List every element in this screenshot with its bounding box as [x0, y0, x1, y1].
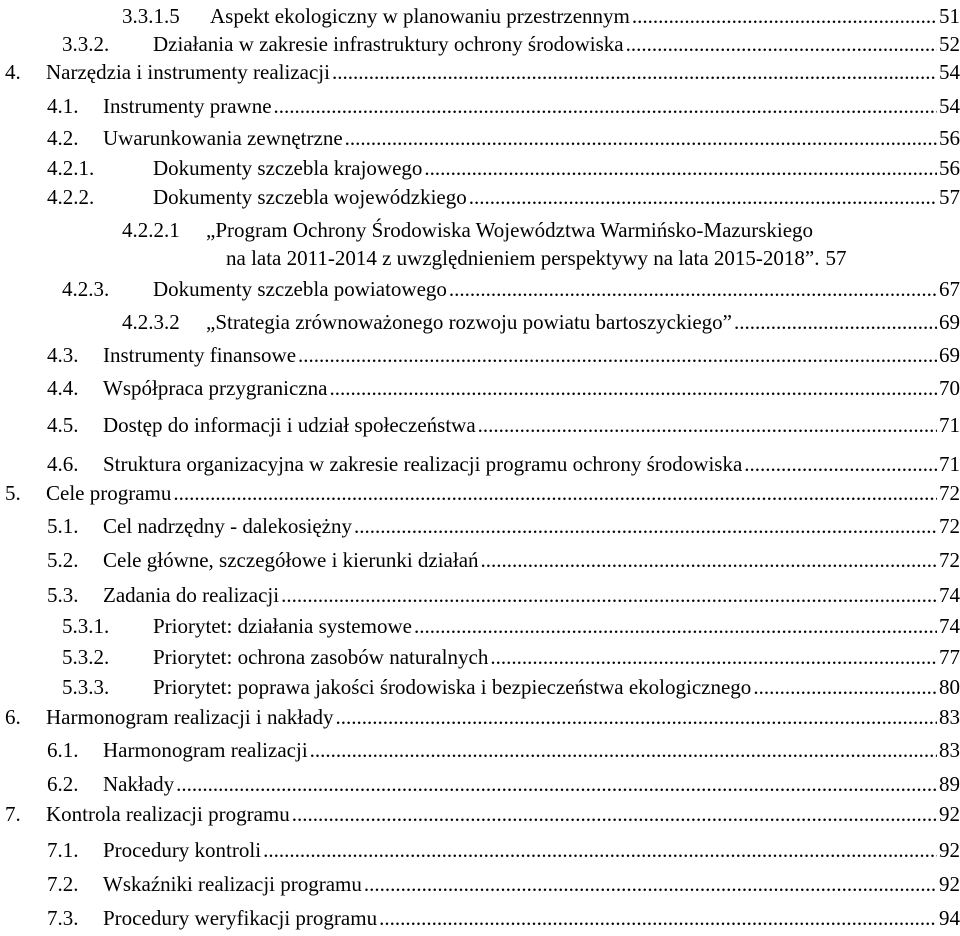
toc-entry[interactable] — [0, 411, 960, 439]
dot-leader — [354, 512, 937, 540]
toc-entry-title: Harmonogram realizacji i nakłady — [46, 705, 334, 729]
toc-entry-number: 5.1. — [47, 514, 79, 538]
toc-entry[interactable] — [0, 581, 960, 609]
toc-entry-page: 71 — [939, 413, 960, 437]
toc-entry[interactable] — [0, 800, 960, 828]
toc-entry[interactable] — [0, 92, 960, 120]
toc-entry[interactable] — [0, 904, 960, 932]
dot-leader — [281, 581, 937, 609]
dot-leader — [481, 546, 937, 574]
dot-leader — [490, 643, 937, 671]
toc-entry-page: 52 — [939, 32, 960, 56]
toc-entry-page: 83 — [939, 705, 960, 729]
dot-leader — [469, 183, 937, 211]
toc-entry-page: 56 — [939, 126, 960, 150]
toc-entry-page: 67 — [939, 277, 960, 301]
toc-entry-title: Wskaźniki realizacji programu — [103, 872, 362, 896]
toc-entry-page: 92 — [939, 872, 960, 896]
toc-entry-title: Cele programu — [46, 481, 172, 505]
toc-entry-title: Dokumenty szczebla powiatowego — [153, 277, 447, 301]
toc-entry-page: 57 — [825, 246, 847, 270]
toc-entry-title: Kontrola realizacji programu — [46, 802, 290, 826]
toc-entry-number: 5.3.3. — [62, 675, 110, 699]
dot-leader — [345, 124, 937, 152]
toc-entry-page: 51 — [939, 4, 960, 28]
toc-entry-number: 4.6. — [47, 452, 79, 476]
dot-leader — [263, 836, 937, 864]
toc-entry-page: 89 — [939, 772, 960, 796]
toc-entry-title-line2: na lata 2011-2014 z uwzględnieniem perspektywy na lata 2015-2018” — [226, 246, 815, 270]
toc-entry-page: 71 — [939, 452, 960, 476]
toc-entry[interactable] — [0, 512, 960, 540]
toc-entry-title: Priorytet: poprawa jakości środowiska i bezpieczeństwa ekologicznego — [153, 675, 752, 699]
toc-entry[interactable] — [0, 736, 960, 764]
toc-entry-number: 4.2.1. — [47, 156, 95, 180]
dot-leader — [753, 673, 937, 701]
toc-entry-number: 6.2. — [47, 772, 79, 796]
toc-entry-title: Dokumenty szczebla wojewódzkiego — [153, 185, 467, 209]
dot-leader — [478, 411, 937, 439]
toc-entry-number: 7.1. — [47, 838, 79, 862]
toc-entry-page: 54 — [939, 60, 960, 84]
toc-entry-title: Współpraca przygraniczna — [103, 376, 328, 400]
toc-entry-number: 4.5. — [47, 413, 79, 437]
toc-entry[interactable] — [0, 703, 960, 731]
dot-leader — [298, 341, 937, 369]
toc-entry-page: 77 — [939, 645, 960, 669]
toc-entry-number: 4.1. — [47, 94, 79, 118]
toc-entry-number: 5.3.1. — [62, 614, 110, 638]
toc-entry-number: 4.2.3.2 — [122, 310, 180, 334]
toc-entry-number: 4.2.2.1 — [122, 218, 180, 242]
toc-entry-title: Procedury weryfikacji programu — [103, 906, 378, 930]
dot-leader — [173, 479, 937, 507]
toc-entry-number: 4.4. — [47, 376, 79, 400]
toc-entry-title: Cel nadrzędny - dalekosiężny — [103, 514, 352, 538]
toc-entry[interactable] — [0, 770, 960, 798]
dot-leader — [332, 58, 937, 86]
toc-entry-title: Procedury kontroli — [103, 838, 262, 862]
toc-entry-title: Instrumenty finansowe — [103, 343, 297, 367]
toc-entry-title: Harmonogram realizacji — [103, 738, 308, 762]
dot-leader — [632, 2, 937, 30]
toc-entry[interactable] — [0, 870, 960, 898]
toc-entry-page: 94 — [939, 906, 960, 930]
dot-leader — [449, 275, 937, 303]
toc-entry[interactable] — [0, 479, 960, 507]
toc-entry-number: 4.3. — [47, 343, 79, 367]
toc-entry[interactable] — [0, 183, 960, 211]
dot-leader — [292, 800, 937, 828]
dot-leader — [414, 612, 937, 640]
toc-entry-title: Nakłady — [103, 772, 175, 796]
toc-entry-number: 4.2. — [47, 126, 79, 150]
toc-entry[interactable] — [0, 612, 960, 640]
toc-entry-number: 7.3. — [47, 906, 79, 930]
toc-entry-title: „Strategia zrównoważonego rozwoju powiatu bartoszyckiego” — [206, 310, 732, 334]
toc-entry-title: Cele główne, szczegółowe i kierunki działań — [103, 548, 479, 572]
toc-entry[interactable] — [0, 341, 960, 369]
toc-entry-number: 3.3.1.5 — [122, 4, 180, 28]
dot-leader — [734, 308, 937, 336]
dot-leader — [744, 450, 937, 478]
toc-entry[interactable] — [0, 154, 960, 182]
toc-entry-page: 74 — [939, 583, 960, 607]
toc-entry-number: 5.2. — [47, 548, 79, 572]
dot-leader — [424, 154, 937, 182]
dot-leader — [364, 870, 937, 898]
toc-entry-title: Narzędzia i instrumenty realizacji — [46, 60, 330, 84]
toc-entry-title: Instrumenty prawne — [103, 94, 272, 118]
dot-leader — [329, 374, 937, 402]
toc-entry[interactable] — [0, 216, 960, 272]
dot-leader — [274, 92, 937, 120]
dot-leader — [626, 30, 937, 58]
toc-entry[interactable] — [0, 58, 960, 86]
dot-leader: . — [814, 246, 820, 270]
toc-entry[interactable] — [0, 275, 960, 303]
toc-entry-title: Zadania do realizacji — [103, 583, 280, 607]
toc-entry-page: 92 — [939, 838, 960, 862]
toc-entry[interactable] — [0, 836, 960, 864]
dot-leader — [310, 736, 937, 764]
toc-entry-page: 80 — [939, 675, 960, 699]
toc-entry-page: 57 — [939, 185, 960, 209]
toc-entry-number: 3.3.2. — [62, 32, 110, 56]
toc-entry-page: 54 — [939, 94, 960, 118]
toc-entry-number: 7.2. — [47, 872, 79, 896]
toc-entry-page: 72 — [939, 514, 960, 538]
toc-entry-number: 6. — [5, 705, 21, 729]
toc-entry-number: 4. — [5, 60, 21, 84]
toc-entry-title: Priorytet: ochrona zasobów naturalnych — [153, 645, 489, 669]
toc-entry-page: 72 — [939, 548, 960, 572]
toc-entry[interactable] — [0, 30, 960, 58]
toc-entry-title: Uwarunkowania zewnętrzne — [103, 126, 343, 150]
dot-leader — [379, 904, 937, 932]
dot-leader — [335, 703, 937, 731]
toc-entry-page: 70 — [939, 376, 960, 400]
toc-entry-title: Działania w zakresie infrastruktury ochrony środowiska — [153, 32, 624, 56]
toc-entry-page: 56 — [939, 156, 960, 180]
toc-entry[interactable] — [0, 546, 960, 574]
toc-entry-number: 4.2.2. — [47, 185, 95, 209]
toc-entry[interactable] — [0, 124, 960, 152]
toc-entry[interactable] — [0, 643, 960, 671]
toc-entry[interactable] — [0, 374, 960, 402]
toc-entry-number: 5.3.2. — [62, 645, 110, 669]
toc-entry-page: 69 — [939, 343, 960, 367]
toc-entry-number: 5. — [5, 481, 21, 505]
toc-entry-number: 7. — [5, 802, 21, 826]
toc-entry-number: 5.3. — [47, 583, 79, 607]
toc-entry-title-line1: „Program Ochrony Środowiska Województwa Warmińsko-Mazurskiego — [206, 218, 814, 242]
toc-entry-page: 92 — [939, 802, 960, 826]
toc-entry-title: Struktura organizacyjna w zakresie realizacji programu ochrony środowiska — [103, 452, 743, 476]
toc-entry-number: 6.1. — [47, 738, 79, 762]
toc-entry-page: 74 — [939, 614, 960, 638]
toc-entry[interactable] — [0, 673, 960, 701]
toc-entry-page: 69 — [939, 310, 960, 334]
dot-leader — [176, 770, 937, 798]
toc-entry[interactable] — [0, 450, 960, 478]
toc-entry-title: Dostęp do informacji i udział społeczeństwa — [103, 413, 476, 437]
toc-entry-title: Aspekt ekologiczny w planowaniu przestrzennym — [210, 4, 630, 28]
toc-entry-title: Dokumenty szczebla krajowego — [153, 156, 423, 180]
toc-entry[interactable] — [0, 308, 960, 336]
toc-entry-page: 72 — [939, 481, 960, 505]
toc-entry-number: 4.2.3. — [62, 277, 110, 301]
toc-entry[interactable] — [0, 2, 960, 30]
toc-entry-page: 83 — [939, 738, 960, 762]
toc-entry-title: Priorytet: działania systemowe — [153, 614, 412, 638]
